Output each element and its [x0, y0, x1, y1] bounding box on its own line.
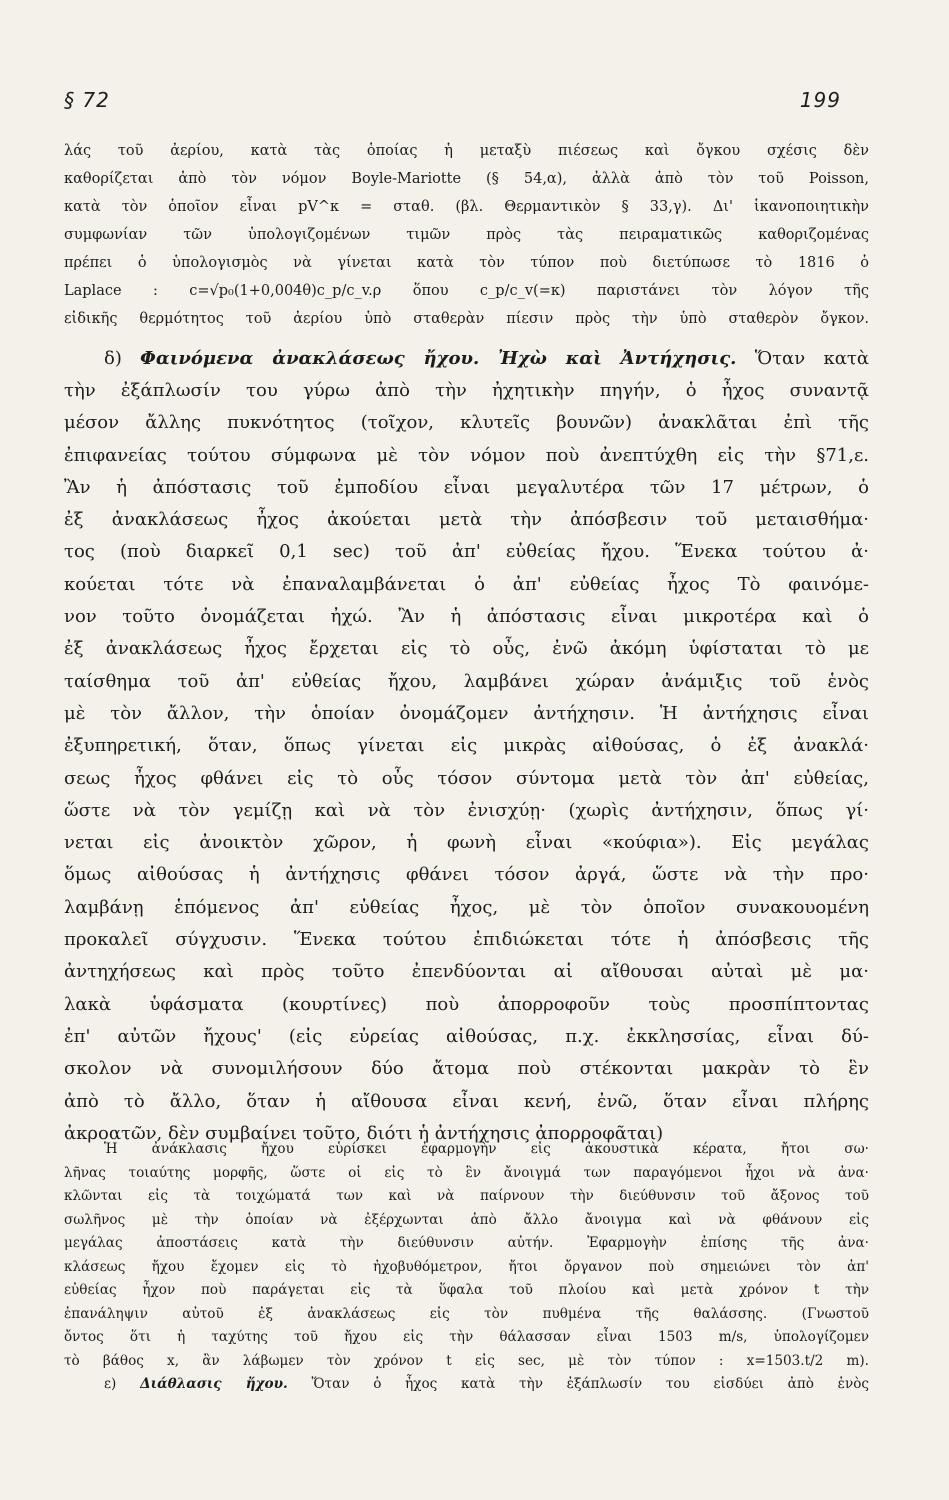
- next-section-title: Διάθλασις ἤχου.: [140, 1376, 288, 1392]
- text-line: νεται εἰς ἀνοικτὸν χῶρον, ἡ φωνὴ εἶναι «κούφια»). Εἰς μεγάλας: [64, 832, 869, 854]
- paragraph-main: [64, 375, 869, 1150]
- section-label: δ): [104, 348, 122, 369]
- text-line: νον τοῦτο ὀνομάζεται ἠχώ. Ἂν ἡ ἀπόστασις εἶναι μικροτέρα καὶ ὁ: [64, 606, 869, 628]
- text-line: λῆνας τοιαύτης μορφῆς, ὥστε οἱ εἰς τὸ ἓν ἄνοιγμά των παραγόμενοι ἦχοι νὰ ἀνα·: [64, 1164, 869, 1181]
- text-line: Laplace : c=√p₀(1+0,004θ)c_p/c_v.ρ ὅπου c_p/c_v(=κ) παριστάνει τὸν λόγον τῆς: [64, 283, 869, 299]
- text-line: ἐξ ἀνακλάσεως ἦχος ἀκούεται μετὰ τὴν ἀπόσβεσιν τοῦ μεταισθήμα·: [64, 509, 869, 531]
- text-line: ἐξυπηρετική, ὅταν, ὅπως γίνεται εἰς μικρὰς αἰθούσας, ὁ ἐξ ἀνακλά·: [64, 735, 869, 757]
- section-heading: [64, 343, 869, 375]
- text-line: μεγάλας ἀποστάσεις κατὰ τὴν διεύθυνσιν αὐτήν. Ἐφαρμογὴν ἐπίσης τῆς ἀνα·: [64, 1235, 869, 1251]
- text-line: λακὰ ὑφάσματα (κουρτίνες) ποὺ ἀπορροφοῦν τοὺς προσπίπτοντας: [64, 993, 869, 1015]
- text-line: τὸ βάθος x, ἂν λάβωμεν τὸν χρόνον t εἰς sec, μὲ τὸν τύπον : x=1503.t/2 m).: [64, 1352, 869, 1369]
- text-line: ἀπὸ τὸ ἄλλο, ὅταν ἡ αἴθουσα εἶναι κενή, ἐνῶ, ὅταν εἶναι πλήρης: [64, 1090, 869, 1112]
- text-line: κλῶνται εἰς τὰ τοιχώματά των καὶ νὰ παίρνουν τὴν διεύθυνσιν τοῦ ἄξονος τοῦ: [64, 1188, 869, 1204]
- text-line: σεως ἦχος φθάνει εἰς τὸ οὖς τόσον σύντομα μετὰ τὸν ἀπ' εὐθείας,: [64, 767, 869, 789]
- text-line: τος (ποὺ διαρκεῖ 0,1 sec) τοῦ ἀπ' εὐθείας ἤχου. Ἕνεκα τούτου ἀ·: [64, 541, 869, 563]
- text-line: μέσον ἄλλης πυκνότητος (τοῖχον, κλυτεῖς βουνῶν) ἀνακλᾶται ἐπὶ τῆς: [64, 412, 869, 434]
- text-line: σκολον νὰ συνομιλήσουν δύο ἄτομα ποὺ στέκονται μακρὰν τὸ ἓν: [64, 1058, 869, 1080]
- text-line: Ἂν ἡ ἀπόστασις τοῦ ἐμποδίου εἶναι μεγαλυτέρα τῶν 17 μέτρων, ὁ: [64, 476, 869, 498]
- text-line: ἐπιφανείας τούτου σύμφωνα μὲ τὸν νόμον ποὺ ἀνεπτύχθη εἰς τὴν §71,ε.: [64, 444, 869, 466]
- text-line: κλάσεως ἤχου ἔχομεν εἰς τὸ ἠχοβυθόμετρον, ἤτοι ὄργανον ποὺ σημειώνει τὸν ἀπ': [64, 1258, 869, 1275]
- text-line: μὲ τὸν ἄλλον, τὴν ὁποίαν ὀνομάζομεν ἀντήχησιν. Ἡ ἀντήχησις εἶναι: [64, 702, 869, 724]
- next-section-label: ε): [104, 1376, 117, 1392]
- text-line: λάς τοῦ ἀερίου, κατὰ τὰς ὁποίας ἡ μεταξὺ πιέσεως καὶ ὄγκου σχέσις δὲν: [64, 143, 869, 159]
- page-header: [64, 88, 841, 112]
- text-line: ὄντος ὅτι ἡ ταχύτης τοῦ ἤχου εἰς τὴν θάλασσαν εἶναι 1503 m/s, ὑπολογίζομεν: [64, 1329, 869, 1345]
- text-line: ὅμως αἰθούσας ἡ ἀντήχησις φθάνει τόσον ἀργά, ὥστε νὰ τὴν προ·: [64, 864, 869, 886]
- text-line: κούεται τότε νὰ ἐπαναλαμβάνεται ὁ ἀπ' εὐθείας ἦχος Τὸ φαινόμε-: [64, 573, 869, 595]
- text-line: ἐπανάληψιν αὐτοῦ ἐξ ἀνακλάσεως εἰς τὸν πυθμένα τῆς θαλάσσης. (Γνωστοῦ: [64, 1305, 869, 1322]
- paragraph-top: [64, 137, 869, 333]
- text-line: λαμβάνῃ ἑπόμενος ἀπ' εὐθείας ἦχος, μὲ τὸν ὁποῖον συνακουομένη: [64, 896, 869, 918]
- page-number: 199: [799, 88, 841, 112]
- paragraph-note: [64, 1138, 869, 1373]
- next-section-heading: [64, 1373, 869, 1397]
- next-section-line: [64, 1373, 869, 1397]
- text-line: Ἡ ἀνάκλασις ἤχου εὑρίσκει ἐφαρμογὴν εἰς ἀκουστικὰ κέρατα, ἤτοι σω·: [104, 1141, 869, 1157]
- text-line: ἐπ' αὐτῶν ἤχους' (εἰς εὐρείας αἰθούσας, π.χ. ἐκκλησσίας, εἶναι δύ-: [64, 1025, 869, 1047]
- text-line: ἀντηχήσεως καὶ πρὸς τοῦτο ἐπενδύονται αἱ αἴθουσαι αὐταὶ μὲ μα·: [64, 961, 869, 983]
- text-line: εὐθείας ἦχον ποὺ παράγεται εἰς τὰ ὕφαλα τοῦ πλοίου καὶ μετὰ χρόνον t τὴν: [64, 1282, 869, 1298]
- text-line: ὥστε νὰ τὸν γεμίζῃ καὶ νὰ τὸν ἐνισχύῃ· (χωρὶς ἀντήχησιν, ὅπως γί·: [64, 799, 869, 821]
- text-line: τὴν ἐξάπλωσίν του γύρω ἀπὸ τὴν ἠχητικὴν πηγήν, ὁ ἦχος συναντᾷ: [64, 380, 869, 401]
- text-line: κατὰ τὸν ὁποῖον εἶναι pV^κ = σταθ. (βλ. Θερμαντικὸν § 33,γ). Δι' ἱκανοποιητικὴν: [64, 199, 869, 215]
- text-line: καθορίζεται ἀπὸ τὸν νόμον Boyle-Mariotte (§ 54,α), ἀλλὰ ἀπὸ τὸν τοῦ Poisson,: [64, 171, 869, 187]
- section-heading-line: [64, 343, 869, 375]
- text-line: πρέπει ὁ ὑπολογισμὸς νὰ γίνεται κατὰ τὸν τύπον ποὺ διετύπωσε τὸ 1816 ὁ: [64, 255, 869, 271]
- text-line: προκαλεῖ σύγχυσιν. Ἕνεκα τούτου ἐπιδιώκεται τότε ἡ ἀπόσβεσις τῆς: [64, 929, 869, 951]
- text-line: εἰδικῆς θερμότητος τοῦ ἀερίου ὑπὸ σταθερὰν πίεσιν πρὸς τὴν ὑπὸ σταθερὸν ὄγκον.: [64, 311, 869, 327]
- section-number: § 72: [64, 88, 110, 112]
- text-line: ἀκροατῶν, δὲν συμβαίνει τοῦτο, διότι ἡ ἀντήχησις ἀπορροφᾶται): [64, 1122, 664, 1144]
- text-line: συμφωνίαν τῶν ὑπολογιζομένων τιμῶν πρὸς τὰς πειραματικῶς καθοριζομένας: [64, 227, 869, 243]
- section-lead-text: Ὅταν κατὰ: [754, 348, 869, 369]
- text-line: σωλῆνος μὲ τὴν ὁποίαν νὰ ἐξέρχωνται ἀπὸ ἄλλο ἄνοιγμα καὶ νὰ φθάνουν εἰς: [64, 1211, 869, 1228]
- next-section-text: Ὅταν ὁ ἦχος κατὰ τὴν ἐξάπλωσίν του εἰσδύει ἀπὸ ἑνὸς: [311, 1376, 869, 1392]
- text-line: ἐξ ἀνακλάσεως ἦχος ἔρχεται εἰς τὸ οὖς, ἐνῶ ἀκόμη ὑφίσταται τὸ με: [64, 638, 869, 660]
- text-line: ταίσθημα τοῦ ἀπ' εὐθείας ἤχου, λαμβάνει χώραν ἀνάμιξις τοῦ ἑνὸς: [64, 670, 869, 692]
- section-title: Φαινόμενα ἀνακλάσεως ἤχου. Ἠχὼ καὶ Ἀντήχησις.: [140, 348, 737, 369]
